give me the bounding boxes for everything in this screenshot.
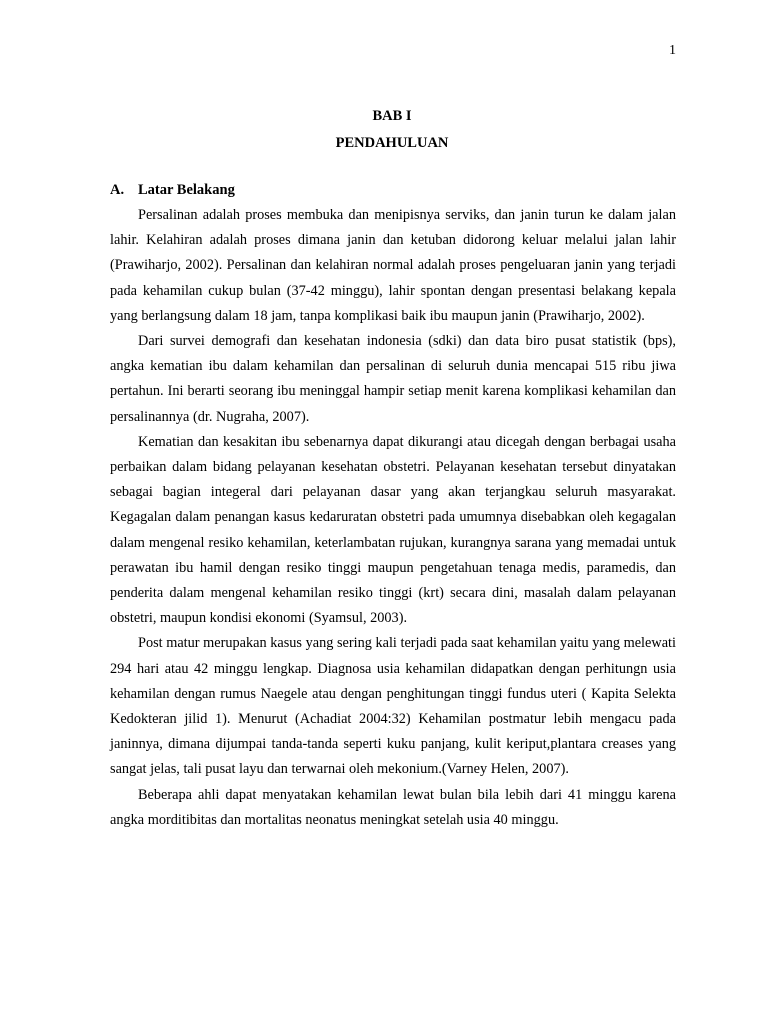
chapter-number: BAB I [372, 108, 412, 124]
chapter-heading [0, 103, 768, 157]
section-marker: A. [110, 182, 125, 198]
paragraph: Persalinan adalah proses membuka dan menipisnya serviks, dan janin turun ke dalam jalan lahir. Kelahiran adalah proses dimana janin dan ketuban didorong keluar melalui jalan lahir (Prawiharjo, 2002). Persalinan dan kelahiran normal adalah proses pengeluaran janin yang terjadi pada kehamilan cukup bulan (37-42 minggu), lahir spontan dengan presentasi belakang kepala yang berlangsung dalam 18 jam, tanpa komplikasi baik ibu maupun janin (Prawiharjo, 2002). [110, 207, 676, 324]
section-heading [110, 178, 235, 203]
section-title: Latar Belakang [138, 182, 235, 198]
chapter-title: PENDAHULUAN [335, 135, 449, 151]
paragraph: Post matur merupakan kasus yang sering kali terjadi pada saat kehamilan yaitu yang melewati 294 hari atau 42 minggu lengkap. Diagnosa usia kehamilan didapatkan dengan perhitungn usia kehamilan dengan rumus Naegele atau dengan penghitungan tinggi fundus uteri ( Kapita Selekta Kedokteran jilid 1). Menurut (Achadiat 2004:32) Kehamilan postmatur lebih mengacu pada janinnya, dimana dijumpai tanda-tanda seperti kuku panjang, kulit keriput,plantara creases yang sangat jelas, tali pusat layu dan terwarnai oleh mekonium.(Varney Helen, 2007). [110, 635, 676, 778]
paragraph: Dari survei demografi dan kesehatan indonesia (sdki) dan data biro pusat statistik (bps), angka kematian ibu dalam kehamilan dan persalinan di seluruh dunia mencapai 515 ribu jiwa pertahun. Ini berarti seorang ibu meninggal hampir setiap menit karena komplikasi kehamilan dan persalinannya (dr. Nugraha, 2007). [110, 333, 676, 425]
body-text [110, 203, 676, 833]
page-number: 1 [669, 43, 676, 58]
paragraph: Beberapa ahli dapat menyatakan kehamilan lewat bulan bila lebih dari 41 minggu karena angka morditibitas dan mortalitas neonatus meningkat setelah usia 40 minggu. [110, 786, 676, 828]
paragraph: Kematian dan kesakitan ibu sebenarnya dapat dikurangi atau dicegah dengan berbagai usaha perbaikan dalam bidang pelayanan kesehatan obstetri. Pelayanan kesehatan tersebut dinyatakan sebagai bagian integeral dari pelayanan dasar yang akan terjangkau seluruh masyarakat. Kegagalan dalam penangan kasus kedaruratan obstetri pada umumnya disebabkan oleh kegagalan dalam mengenal resiko kehamilan, keterlambatan rujukan, kurangnya sarana yang memadai untuk perawatan ibu hamil dengan resiko tinggi maupun pengetahuan tenaga medis, paramedis, dan penderita dalam mengenal kehamilan resiko tinggi (krt) secara dini, masalah dalam pelayanan obstetri, maupun kondisi ekonomi (Syamsul, 2003). [110, 433, 676, 627]
